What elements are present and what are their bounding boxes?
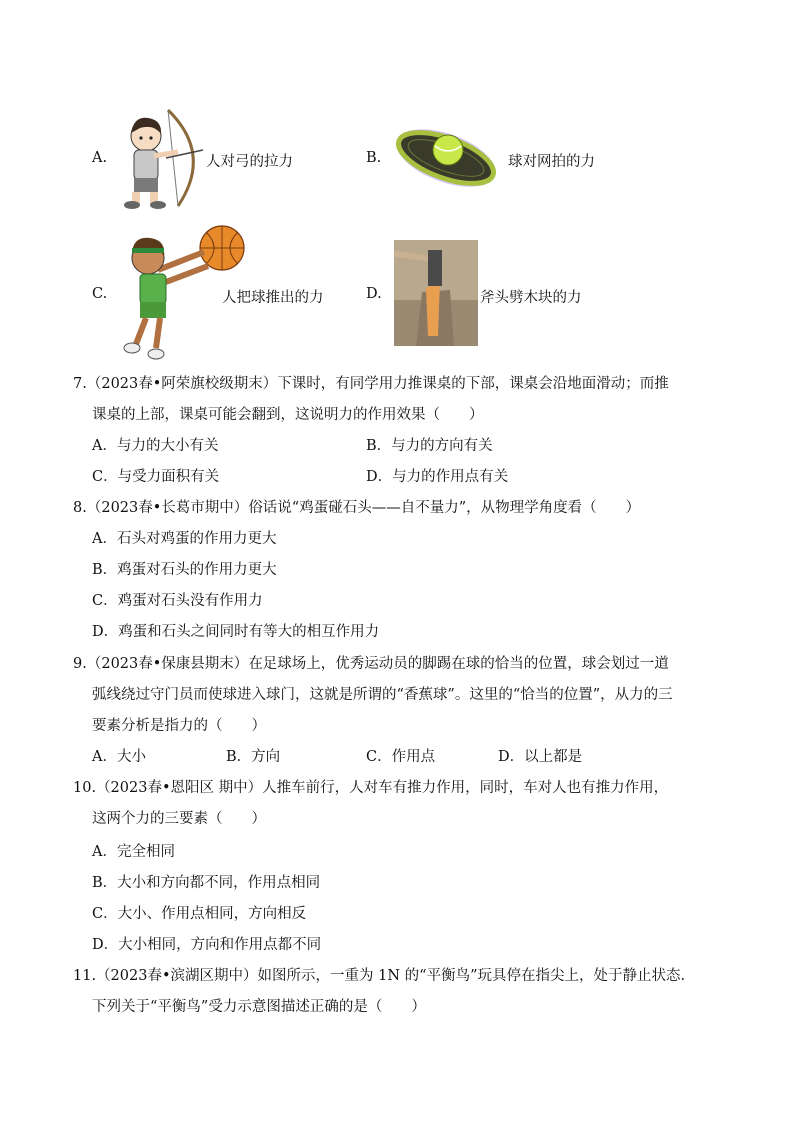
question-text: 在足球场上，优秀运动员的脚踢在球的恰当的位置，球会划过一道: [248, 656, 669, 672]
question-text: 如图所示，一重为 1N 的“平衡鸟”玩具停在指尖上，处于静止状态.: [257, 968, 686, 984]
question-stem-line: 弧线绕过守门员而使球进入球门，这就是所谓的“香蕉球”。这里的“恰当的位置”，从力的三: [92, 687, 673, 703]
option-d: D．以上都是: [498, 749, 583, 765]
axe-wood-image: [394, 240, 478, 346]
question-stem-line: [73, 778, 668, 798]
question-number: 7.: [73, 376, 87, 392]
question-stem-line: 下列关于“平衡鸟”受力示意图描述正确的是（ ）: [92, 999, 426, 1015]
option-a: A．完全相同: [92, 844, 175, 860]
question-text: 人推车前行，人对车有推力作用，同时，车对人也有推力作用，: [262, 780, 669, 796]
option-letter: D.: [366, 286, 382, 302]
option-d: D．大小相同，方向和作用点都不同: [92, 937, 322, 953]
option-d: D．与力的作用点有关: [366, 469, 509, 485]
option-a: A．与力的大小有关: [92, 438, 219, 454]
option-text: 人把球推出的力: [222, 290, 324, 306]
question-source: （2023春•阿荣旗校级期末）: [86, 376, 278, 392]
question-source: （2023春•恩阳区 期中）: [96, 780, 263, 796]
option-text: 球对网拍的力: [508, 154, 595, 170]
option-c: C．与受力面积有关: [92, 469, 220, 485]
question-number: 8.: [73, 500, 87, 516]
option-d: D．鸡蛋和石头之间同时有等大的相互作用力: [92, 624, 380, 640]
option-b: B．与力的方向有关: [366, 438, 493, 454]
question-number: 9.: [73, 656, 87, 672]
boy-with-bow-image: [118, 106, 208, 210]
question-source: （2023春•长葛市期中）: [86, 500, 249, 516]
option-letter: B.: [366, 150, 382, 166]
question-stem-line: 课桌的上部，课桌可能会翻到，这说明力的作用效果（ ）: [92, 407, 484, 423]
option-a: A．石头对鸡蛋的作用力更大: [92, 531, 277, 547]
tennis-racket-image: [392, 116, 504, 200]
option-letter: A.: [92, 150, 108, 166]
question-number: 11.: [73, 968, 97, 984]
option-b: B．鸡蛋对石头的作用力更大: [92, 562, 277, 578]
question-stem-line: 要素分析是指力的（ ）: [92, 718, 266, 734]
option-a: A．大小: [92, 749, 146, 765]
question-source: （2023春•保康县期末）: [86, 656, 249, 672]
question-source: （2023春•滨湖区期中）: [96, 968, 258, 984]
option-text: 人对弓的拉力: [206, 154, 293, 170]
option-c: C．鸡蛋对石头没有作用力: [92, 593, 263, 609]
question-stem-line: [73, 966, 685, 986]
option-c: C．大小、作用点相同，方向相反: [92, 906, 307, 922]
question-stem-line: [73, 498, 640, 518]
question-text: 下课时，有同学用力推课桌的下部，课桌会沿地面滑动；而推: [277, 376, 669, 392]
question-number: 10.: [73, 780, 97, 796]
question-stem-line: [73, 654, 669, 674]
question-text: 俗话说“鸡蛋碰石头——自不量力”，从物理学角度看（ ）: [248, 500, 641, 516]
option-letter: C.: [92, 286, 108, 302]
option-text: 斧头劈木块的力: [480, 290, 582, 306]
option-b: B．方向: [226, 749, 281, 765]
option-b: B．大小和方向都不同，作用点相同: [92, 875, 321, 891]
option-c: C．作用点: [366, 749, 436, 765]
question-stem-line: 这两个力的三要素（ ）: [92, 811, 266, 827]
question-stem-line: [73, 374, 669, 394]
